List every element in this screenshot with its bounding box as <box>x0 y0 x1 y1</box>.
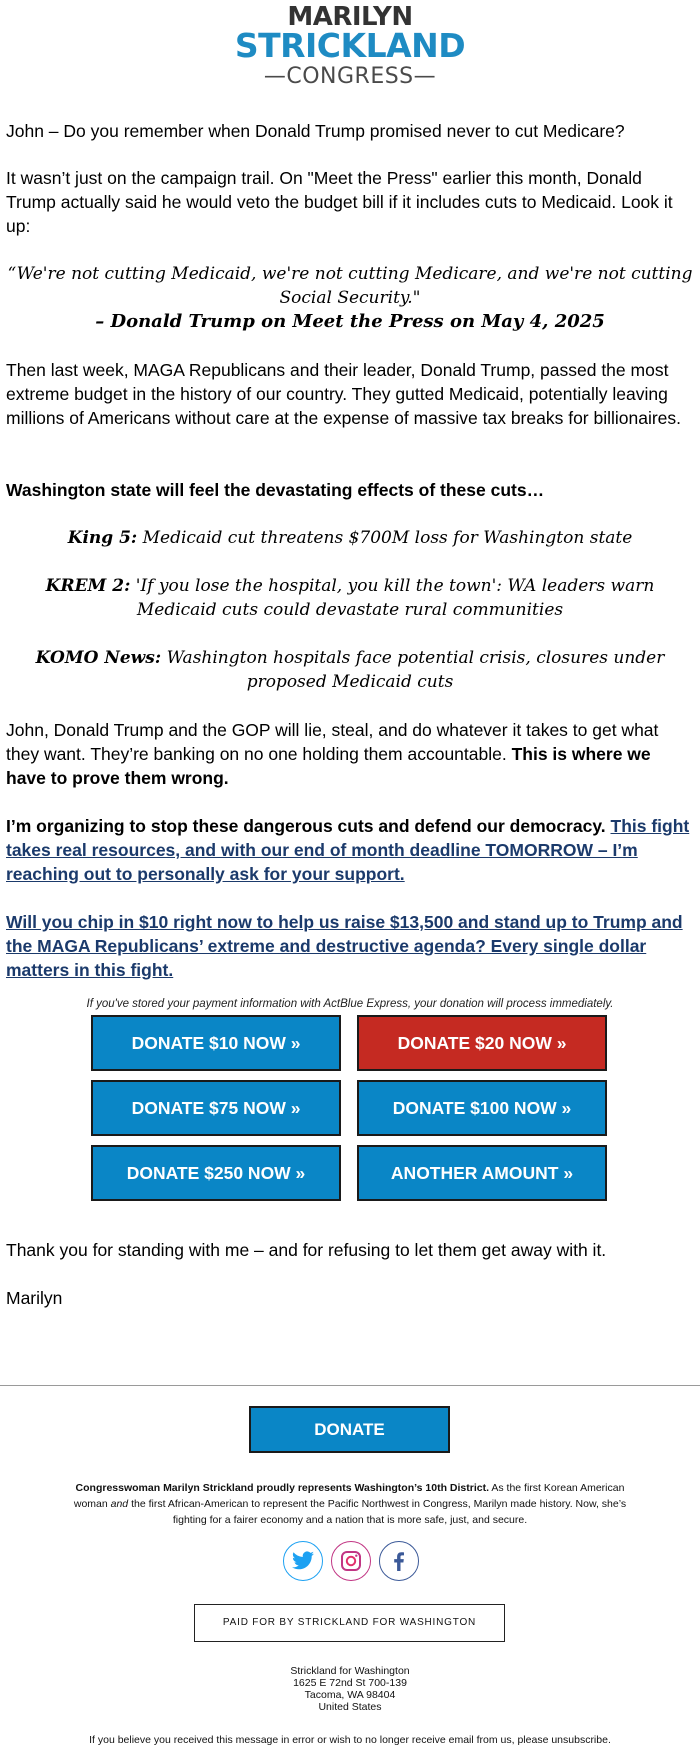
trump-quote: “We're not cutting Medicaid, we're not cutting Medicare, and we're not cutting Social Security." <box>7 264 693 308</box>
twitter-icon <box>291 1549 315 1573</box>
about-bold: Congresswoman Marilyn Strickland proudly represents Washington’s 10th District. <box>75 1482 490 1494</box>
about-blurb <box>70 1480 630 1528</box>
donate-20-button[interactable]: DONATE $20 NOW » <box>357 1015 607 1071</box>
donate-75-button[interactable]: DONATE $75 NOW » <box>91 1080 341 1136</box>
instagram-link[interactable] <box>331 1541 371 1581</box>
about-text-a: As the first Korean American woman <box>73 1482 625 1510</box>
address-line: Strickland for Washington <box>290 1665 410 1677</box>
footer-divider <box>0 1385 700 1386</box>
about-and: and <box>110 1498 129 1510</box>
news-headline: 'If you lose the hospital, you kill the town': WA leaders warn Medicaid cuts could devastate rural communities <box>135 576 655 620</box>
news-source: King 5: <box>67 528 138 548</box>
chip-in-link[interactable]: Will you chip in $10 right now to help us raise $13,500 and stand up to Trump and the MAGA Republicans’ extreme and destructive agenda? Every single dollar matters in this fight. <box>6 912 683 980</box>
news-item <box>6 574 694 622</box>
news-item <box>6 646 694 694</box>
instagram-icon <box>339 1549 363 1573</box>
quote-attribution: – Donald Trump on Meet the Press on May 4, 2025 <box>95 311 605 332</box>
twitter-link[interactable] <box>283 1541 323 1581</box>
news-source: KREM 2: <box>45 576 131 596</box>
another-amount-button[interactable]: ANOTHER AMOUNT » <box>357 1145 607 1201</box>
logo-congress: —CONGRESS— <box>263 64 437 89</box>
address-line: Tacoma, WA 98404 <box>304 1689 396 1701</box>
facebook-link[interactable] <box>379 1541 419 1581</box>
news-source: KOMO News: <box>35 648 162 668</box>
news-headline: Medicaid cut threatens $700M loss for Washington state <box>142 528 633 548</box>
logo-last-name: STRICKLAND <box>234 26 466 65</box>
logo-first-name: MARILYN <box>287 2 413 32</box>
unsubscribe-notice[interactable]: If you believe you received this message in error or wish to no longer receive email from us, please unsubscribe. <box>89 1734 611 1746</box>
mailing-address <box>0 1665 700 1713</box>
news-headline: Washington hospitals face potential crisis, closures under proposed Medicaid cuts <box>166 648 665 692</box>
thank-you-paragraph: Thank you for standing with me – and for refusing to let them get away with it. <box>6 1240 607 1260</box>
footer-donate-button[interactable]: DONATE <box>249 1406 450 1453</box>
washington-effects-heading: Washington state will feel the devastating effects of these cuts… <box>6 480 545 500</box>
gop-paragraph <box>6 718 694 790</box>
address-line: 1625 E 72nd St 700-139 <box>293 1677 407 1689</box>
meet-the-press-paragraph: It wasn’t just on the campaign trail. On "Meet the Press" earlier this month, Donald Trump actually said he would veto the budget bill if it includes cuts to Medicaid. Look it up: <box>6 168 673 236</box>
facebook-icon <box>387 1549 411 1573</box>
campaign-logo <box>0 0 700 96</box>
about-text-b: the first African-American to represent the Pacific Northwest in Congress, Marilyn made history. Now, she’s fighting for a fairer economy and a nation that is more safe, just, and secure. <box>128 1498 627 1526</box>
gop-text: John, Donald Trump and the GOP will lie, steal, and do whatever it takes to get what they want. They’re banking on no one holding them accountable. <box>6 720 659 764</box>
donate-10-button[interactable]: DONATE $10 NOW » <box>91 1015 341 1071</box>
budget-paragraph: Then last week, MAGA Republicans and their leader, Donald Trump, passed the most extreme budget in the history of our country. They gutted Medicaid, potentially leaving millions of Americans without care at the expense of massive tax breaks for billionaires. <box>6 360 682 428</box>
donate-250-button[interactable]: DONATE $250 NOW » <box>91 1145 341 1201</box>
paid-for-disclaimer: PAID FOR BY STRICKLAND FOR WASHINGTON <box>194 1604 505 1642</box>
organizing-paragraph <box>6 814 694 886</box>
actblue-note: If you've stored your payment information with ActBlue Express, your donation will process immediately. <box>86 998 614 1010</box>
news-item <box>6 526 694 550</box>
greeting-paragraph: John – Do you remember when Donald Trump promised never to cut Medicare? <box>6 121 625 141</box>
prove-wrong-text: This is where we have to prove them wrong. <box>6 744 651 788</box>
donate-100-button[interactable]: DONATE $100 NOW » <box>357 1080 607 1136</box>
chip-in-paragraph <box>6 910 694 982</box>
signature: Marilyn <box>6 1288 63 1308</box>
support-link[interactable]: This fight takes real resources, and with our end of month deadline TOMORROW – I’m reaching out to personally ask for your support. <box>6 816 690 884</box>
organizing-text: I’m organizing to stop these dangerous cuts and defend our democracy. <box>6 816 611 836</box>
address-line: United States <box>318 1701 382 1713</box>
